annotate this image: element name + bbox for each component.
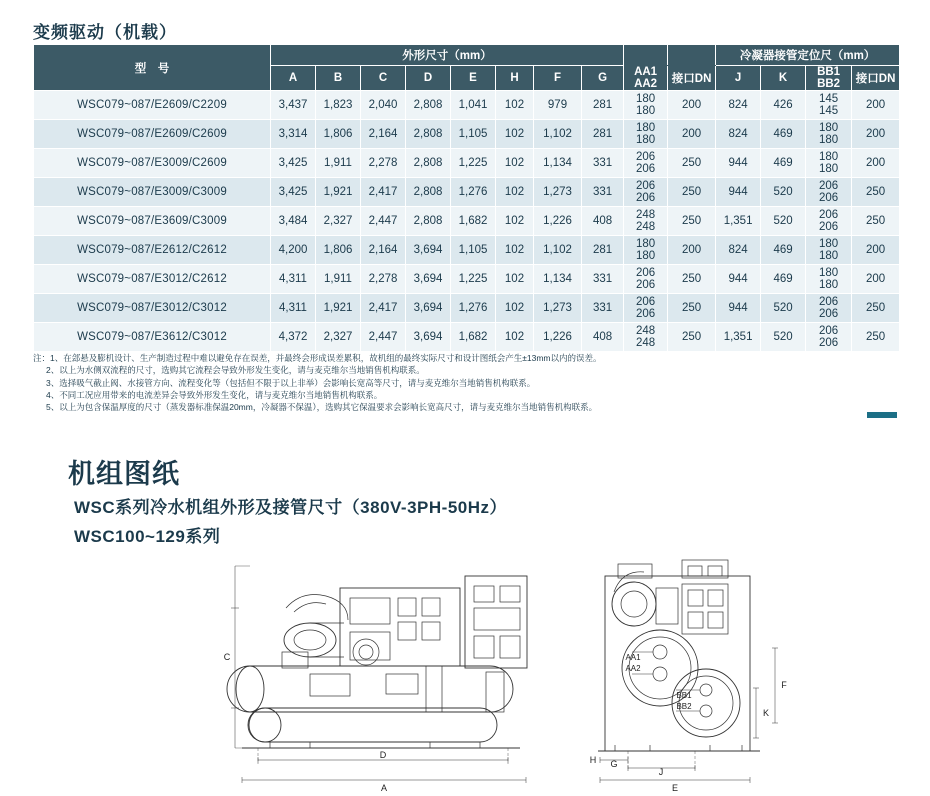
cell-bb1: 180	[818, 151, 839, 164]
header-col-bb	[806, 66, 852, 91]
cell-aa1: 180	[635, 93, 656, 106]
spec-table-wrapper	[33, 44, 899, 352]
cell-aa2: 180	[635, 105, 656, 118]
cell-g: 331	[582, 178, 624, 207]
cell-aa2: 180	[635, 134, 656, 147]
cell-aa1: 248	[635, 209, 656, 222]
cell-j: 944	[716, 294, 761, 323]
cell-h: 102	[496, 120, 534, 149]
cell-k: 520	[761, 178, 806, 207]
cell-d: 3,694	[406, 265, 451, 294]
cell-dn1: 250	[668, 323, 716, 352]
cell-a: 3,425	[271, 149, 316, 178]
cell-c: 2,164	[361, 120, 406, 149]
header-col-dn2: 接口DN	[852, 66, 900, 91]
cell-g: 281	[582, 236, 624, 265]
cell-dn2: 200	[852, 265, 900, 294]
cell-g: 331	[582, 265, 624, 294]
cell-bb2: 145	[818, 105, 839, 118]
cell-j: 824	[716, 91, 761, 120]
header-col-aa2: AA2	[634, 78, 658, 91]
cell-d: 2,808	[406, 178, 451, 207]
cell-dn1: 250	[668, 294, 716, 323]
table-row	[34, 323, 900, 352]
cell-b: 1,911	[316, 265, 361, 294]
cell-bb2: 206	[818, 308, 839, 321]
cell-aa	[624, 149, 668, 178]
cell-a: 3,314	[271, 120, 316, 149]
cell-bb	[806, 265, 852, 294]
cell-d: 3,694	[406, 323, 451, 352]
cell-g: 281	[582, 120, 624, 149]
drawing-section-title: 机组图纸	[68, 459, 180, 489]
cell-bb1: 180	[818, 267, 839, 280]
cell-b: 1,806	[316, 236, 361, 265]
cell-k: 469	[761, 120, 806, 149]
cell-d: 3,694	[406, 294, 451, 323]
cell-k: 469	[761, 149, 806, 178]
cell-aa	[624, 236, 668, 265]
label-f: F	[781, 680, 787, 690]
cell-bb2: 180	[818, 163, 839, 176]
cell-bb1: 145	[818, 93, 839, 106]
cell-k: 469	[761, 236, 806, 265]
table-row	[34, 294, 900, 323]
cell-dn2: 200	[852, 91, 900, 120]
cell-model: WSC079~087/E3009/C3009	[34, 178, 271, 207]
spec-table	[33, 44, 900, 352]
label-c: C	[223, 652, 231, 662]
cell-h: 102	[496, 178, 534, 207]
cell-model: WSC079~087/E3012/C2612	[34, 265, 271, 294]
notes-block	[33, 352, 863, 414]
cell-f: 1,102	[534, 236, 582, 265]
cell-c: 2,447	[361, 207, 406, 236]
header-col-aa	[624, 66, 668, 91]
cell-g: 331	[582, 149, 624, 178]
cell-dn1: 250	[668, 265, 716, 294]
cell-e: 1,105	[451, 236, 496, 265]
cell-j: 944	[716, 149, 761, 178]
cell-dn1: 200	[668, 91, 716, 120]
cell-c: 2,278	[361, 265, 406, 294]
unit-drawing-svg	[190, 548, 890, 796]
table-row	[34, 149, 900, 178]
cell-k: 520	[761, 323, 806, 352]
header-model: 型 号	[34, 45, 271, 91]
cell-aa2: 180	[635, 250, 656, 263]
cell-j: 824	[716, 236, 761, 265]
drawing-subtitle-1: WSC系列冷水机组外形及接管尺寸（380V-3PH-50Hz）	[74, 498, 508, 517]
cell-d: 3,694	[406, 236, 451, 265]
cell-c: 2,417	[361, 294, 406, 323]
cell-aa	[624, 120, 668, 149]
header-col-h: H	[496, 66, 534, 91]
cell-k: 469	[761, 265, 806, 294]
cell-a: 4,372	[271, 323, 316, 352]
header-col-f: F	[534, 66, 582, 91]
page-title: 变频驱动（机载）	[33, 23, 177, 42]
cell-g: 408	[582, 207, 624, 236]
label-bb1: BB1	[676, 691, 692, 700]
cell-c: 2,164	[361, 236, 406, 265]
cell-aa1: 206	[635, 180, 656, 193]
cell-bb	[806, 207, 852, 236]
cell-b: 1,806	[316, 120, 361, 149]
cell-f: 1,134	[534, 265, 582, 294]
cell-aa1: 180	[635, 238, 656, 251]
cell-aa2: 206	[635, 163, 656, 176]
cell-aa	[624, 294, 668, 323]
cell-dn2: 200	[852, 149, 900, 178]
cell-bb2: 180	[818, 279, 839, 292]
cell-aa2: 248	[635, 337, 656, 350]
label-aa1: AA1	[625, 653, 641, 662]
cell-d: 2,808	[406, 120, 451, 149]
header-spacer-dn	[668, 45, 716, 66]
label-d: D	[379, 750, 387, 760]
cell-d: 2,808	[406, 91, 451, 120]
header-col-g: G	[582, 66, 624, 91]
label-e: E	[671, 783, 679, 793]
cell-j: 944	[716, 178, 761, 207]
cell-j: 824	[716, 120, 761, 149]
cell-d: 2,808	[406, 149, 451, 178]
cell-e: 1,682	[451, 323, 496, 352]
cell-dn1: 250	[668, 149, 716, 178]
header-dimensions: 外形尺寸（mm）	[271, 45, 624, 66]
cell-b: 1,823	[316, 91, 361, 120]
cell-dn2: 250	[852, 323, 900, 352]
cell-h: 102	[496, 265, 534, 294]
cell-e: 1,276	[451, 178, 496, 207]
cell-aa2: 206	[635, 279, 656, 292]
label-aa2: AA2	[625, 664, 641, 673]
cell-b: 1,911	[316, 149, 361, 178]
header-col-bb1: BB1	[817, 66, 841, 78]
header-col-j: J	[716, 66, 761, 91]
label-h: H	[589, 755, 597, 765]
cell-bb1: 180	[818, 238, 839, 251]
cell-aa1: 206	[635, 151, 656, 164]
table-row	[34, 178, 900, 207]
cell-model: WSC079~087/E2612/C2612	[34, 236, 271, 265]
label-k: K	[762, 708, 770, 718]
table-group-header-row	[34, 45, 900, 66]
cell-g: 331	[582, 294, 624, 323]
cell-bb1: 206	[818, 325, 839, 338]
cell-aa	[624, 323, 668, 352]
spec-table-body	[34, 91, 900, 352]
header-col-k: K	[761, 66, 806, 91]
cell-bb2: 180	[818, 134, 839, 147]
cell-bb2: 206	[818, 337, 839, 350]
cell-model: WSC079~087/E3612/C3012	[34, 323, 271, 352]
cell-b: 1,921	[316, 178, 361, 207]
note-line-3: 3、选择吸气截止阀、水接管方向、流程变化等（包括但不限于以上非举）会影响长宽高等尺寸，请与麦克维尔当地销售机构联系。	[46, 377, 536, 388]
cell-aa2: 248	[635, 221, 656, 234]
cell-dn2: 200	[852, 120, 900, 149]
cell-e: 1,105	[451, 120, 496, 149]
cell-f: 1,273	[534, 178, 582, 207]
cell-h: 102	[496, 294, 534, 323]
cell-aa1: 206	[635, 296, 656, 309]
cell-model: WSC079~087/E3012/C3012	[34, 294, 271, 323]
cell-c: 2,417	[361, 178, 406, 207]
cell-bb2: 206	[818, 221, 839, 234]
note-line-1: 注：1、在郐悬及膨机设计、生产制造过程中难以避免存在误差，并最终会形成误差累积，故机组的最终实际尺寸和设计图纸会产生±13mm以内的误差。	[33, 353, 602, 363]
cell-aa	[624, 178, 668, 207]
cell-bb	[806, 149, 852, 178]
cell-aa	[624, 91, 668, 120]
cell-a: 3,484	[271, 207, 316, 236]
cell-dn2: 250	[852, 294, 900, 323]
cell-dn1: 200	[668, 236, 716, 265]
label-j: J	[658, 767, 664, 777]
cell-bb	[806, 178, 852, 207]
cell-f: 1,273	[534, 294, 582, 323]
cell-aa1: 180	[635, 122, 656, 135]
cell-k: 426	[761, 91, 806, 120]
cell-model: WSC079~087/E2609/C2609	[34, 120, 271, 149]
cell-k: 520	[761, 294, 806, 323]
cell-aa1: 248	[635, 325, 656, 338]
cell-aa	[624, 265, 668, 294]
cell-bb1: 180	[818, 122, 839, 135]
cell-model: WSC079~087/E3609/C3009	[34, 207, 271, 236]
note-line-5: 5、以上为包含保温厚度的尺寸（蒸发器标准保温20mm，冷凝器不保温），选购其它保温要求会影响长宽高尺寸，请与麦克维尔当地销售机构联系。	[46, 402, 598, 413]
table-row	[34, 265, 900, 294]
cell-h: 102	[496, 91, 534, 120]
cell-bb	[806, 120, 852, 149]
cell-aa2: 206	[635, 192, 656, 205]
header-col-c: C	[361, 66, 406, 91]
cell-a: 4,200	[271, 236, 316, 265]
cell-f: 1,226	[534, 323, 582, 352]
cell-h: 102	[496, 149, 534, 178]
cell-j: 1,351	[716, 207, 761, 236]
cell-h: 102	[496, 236, 534, 265]
cell-d: 2,808	[406, 207, 451, 236]
cell-a: 3,437	[271, 91, 316, 120]
cell-bb	[806, 236, 852, 265]
cell-j: 944	[716, 265, 761, 294]
header-col-d: D	[406, 66, 451, 91]
cell-h: 102	[496, 323, 534, 352]
cell-dn1: 200	[668, 120, 716, 149]
header-col-b: B	[316, 66, 361, 91]
cell-c: 2,447	[361, 323, 406, 352]
cell-bb	[806, 91, 852, 120]
cell-dn1: 250	[668, 207, 716, 236]
header-col-e: E	[451, 66, 496, 91]
cell-b: 2,327	[316, 323, 361, 352]
cell-b: 1,921	[316, 294, 361, 323]
header-spacer-aa	[624, 45, 668, 66]
cell-dn2: 250	[852, 178, 900, 207]
label-bb2: BB2	[676, 702, 692, 711]
table-row	[34, 120, 900, 149]
cell-e: 1,225	[451, 149, 496, 178]
note-line-4: 4、不同工况应用带来的电流差异会导致外形发生变化，请与麦克维尔当地销售机构联系。	[46, 389, 383, 400]
cell-f: 1,134	[534, 149, 582, 178]
table-row	[34, 207, 900, 236]
cell-b: 2,327	[316, 207, 361, 236]
note-line-2: 2、以上为水侧双流程的尺寸，选购其它流程会导致外形发生变化，请与麦克维尔当地销售机构联系。	[46, 365, 425, 376]
cell-bb2: 180	[818, 250, 839, 263]
header-condenser: 冷凝器接管定位尺（mm）	[716, 45, 900, 66]
cell-bb1: 206	[818, 209, 839, 222]
table-row	[34, 236, 900, 265]
header-col-bb2: BB2	[817, 78, 841, 91]
cell-g: 281	[582, 91, 624, 120]
cell-e: 1,041	[451, 91, 496, 120]
cell-a: 4,311	[271, 294, 316, 323]
cell-bb1: 206	[818, 180, 839, 193]
cell-bb2: 206	[818, 192, 839, 205]
table-row	[34, 91, 900, 120]
cell-f: 1,226	[534, 207, 582, 236]
decorative-bar	[867, 412, 897, 418]
cell-k: 520	[761, 207, 806, 236]
label-a: A	[380, 783, 388, 793]
cell-a: 4,311	[271, 265, 316, 294]
unit-drawing	[190, 548, 890, 796]
header-col-a: A	[271, 66, 316, 91]
drawing-subtitle-2: WSC100~129系列	[74, 527, 221, 546]
cell-e: 1,225	[451, 265, 496, 294]
cell-dn2: 200	[852, 236, 900, 265]
cell-bb1: 206	[818, 296, 839, 309]
cell-model: WSC079~087/E2609/C2209	[34, 91, 271, 120]
cell-j: 1,351	[716, 323, 761, 352]
cell-c: 2,278	[361, 149, 406, 178]
cell-g: 408	[582, 323, 624, 352]
cell-model: WSC079~087/E3009/C2609	[34, 149, 271, 178]
cell-e: 1,682	[451, 207, 496, 236]
header-col-dn1: 接口DN	[668, 66, 716, 91]
cell-e: 1,276	[451, 294, 496, 323]
cell-f: 979	[534, 91, 582, 120]
cell-a: 3,425	[271, 178, 316, 207]
cell-c: 2,040	[361, 91, 406, 120]
cell-aa1: 206	[635, 267, 656, 280]
cell-dn2: 250	[852, 207, 900, 236]
cell-aa2: 206	[635, 308, 656, 321]
cell-bb	[806, 323, 852, 352]
cell-f: 1,102	[534, 120, 582, 149]
cell-dn1: 250	[668, 178, 716, 207]
cell-bb	[806, 294, 852, 323]
cell-aa	[624, 207, 668, 236]
cell-h: 102	[496, 207, 534, 236]
header-col-aa1: AA1	[634, 66, 658, 78]
label-g: G	[610, 759, 618, 769]
